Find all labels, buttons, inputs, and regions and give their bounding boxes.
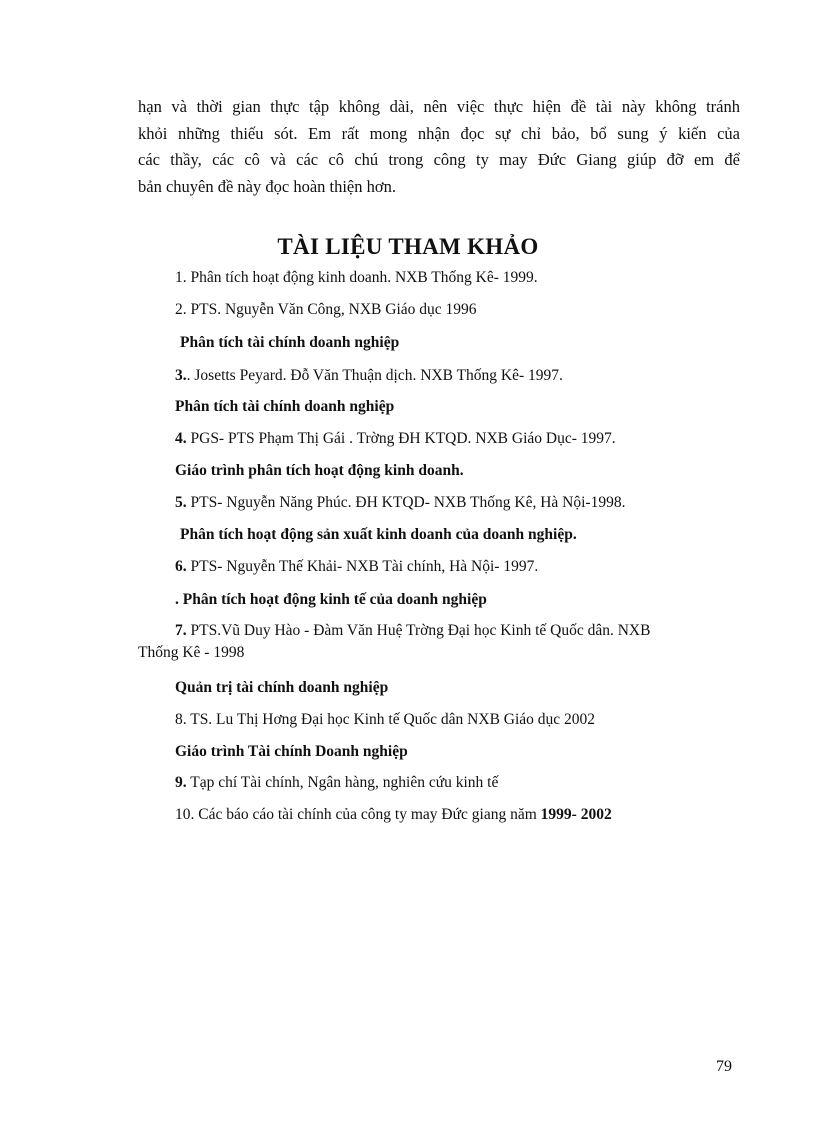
reference-10-years: 1999- 2002 [540,806,612,823]
intro-paragraph [138,94,740,200]
reference-7-line-1 [138,620,738,642]
reference-10-text: 10. Các báo cáo tài chính của công ty may Đức giang năm [175,806,541,823]
reference-6-text: PTS- Nguyễn Thế Khải- NXB Tài chính, Hà Nội- 1997. [186,558,539,575]
reference-7-number: 7. [175,622,187,639]
reference-9-number: 9. [175,774,187,791]
reference-topic-3: Phân tích tài chính doanh nghiệp [180,334,400,351]
reference-topic-5: Giáo trình phân tích hoạt động kinh doanh. [175,462,464,479]
reference-topic-8: Quản trị tài chính doanh nghiệp [175,679,389,696]
reference-topic-9: Giáo trình Tài chính Doanh nghiệp [175,743,408,760]
reference-7-line-2: Thống Kê - 1998 [138,644,245,661]
reference-4-text: PGS- PTS Phạm Thị Gái . Trờng ĐH KTQD. NXB Giáo Dục- 1997. [186,430,616,447]
reference-6 [175,557,538,577]
reference-7 [138,620,738,664]
reference-1: 1. Phân tích hoạt động kinh doanh. NXB Thống Kê- 1999. [175,269,538,286]
reference-9 [175,773,498,793]
intro-line-4: bản chuyên đề này đọc hoàn thiện hơn. [138,176,396,196]
reference-3-number: 3. [175,367,187,384]
reference-7-text: PTS.Vũ Duy Hào - Đàm Văn Huệ Trờng Đại học Kinh tế Quốc dân. NXB [186,622,651,639]
reference-topic-6: Phân tích hoạt động sản xuất kinh doanh của doanh nghiệp. [180,526,577,543]
intro-line-2: khỏi những thiếu sót. Em rất mong nhận đọc sự chỉ bảo, bổ sung ý kiến của [138,123,740,143]
reference-9-text: Tạp chí Tài chính, Ngân hàng, nghiên cứu kinh tế [186,774,499,791]
references-title: TÀI LIỆU THAM KHẢO [277,234,539,259]
reference-10 [175,805,612,825]
reference-topic-4: Phân tích tài chính doanh nghiệp [175,398,395,415]
reference-4 [175,429,616,449]
reference-4-number: 4. [175,430,187,447]
page-number: 79 [716,1058,732,1075]
reference-5-number: 5. [175,494,187,511]
reference-2: 2. PTS. Nguyễn Văn Công, NXB Giáo dục 1996 [175,301,477,318]
intro-line-3: các thầy, các cô và các cô chú trong công ty may Đức Giang giúp đỡ em để [138,150,740,169]
reference-3 [175,366,563,386]
intro-line-1: hạn và thời gian thực tập không dài, nên việc thực hiện đề tài này không tránh [138,97,740,116]
reference-3-text: . Josetts Peyard. Đỗ Văn Thuận dịch. NXB Thống Kê- 1997. [186,367,563,384]
reference-8: 8. TS. Lu Thị Hơng Đại học Kinh tế Quốc dân NXB Giáo dục 2002 [175,711,596,728]
reference-topic-7: . Phân tích hoạt động kinh tế của doanh nghiệp [175,591,487,608]
reference-6-number: 6. [175,558,187,575]
reference-5-text: PTS- Nguyễn Năng Phúc. ĐH KTQD- NXB Thống Kê, Hà Nội-1998. [186,494,626,511]
reference-5 [175,493,625,513]
